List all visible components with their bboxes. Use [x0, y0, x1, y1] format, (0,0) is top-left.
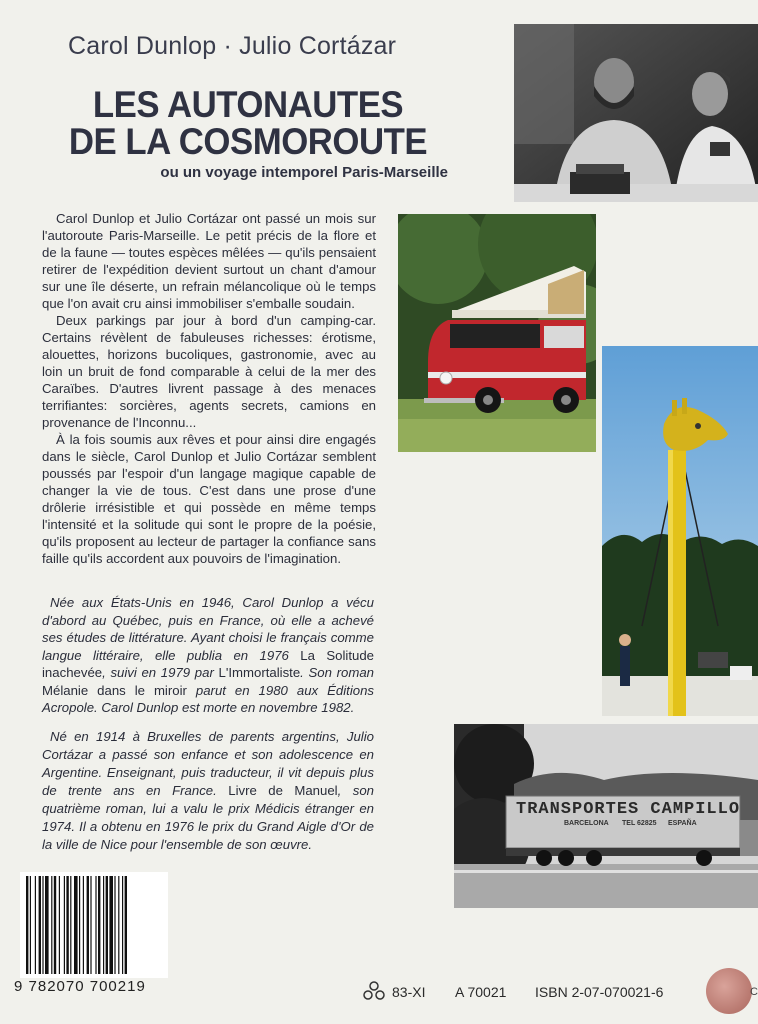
- bio-text: . Son roman: [300, 665, 374, 680]
- truck-company-name: TRANSPORTES CAMPILLO: [516, 800, 741, 819]
- barcode-bar: [74, 876, 78, 974]
- barcode-bar: [70, 876, 71, 974]
- book-subtitle: ou un voyage intemporel Paris-Marseille: [160, 164, 448, 181]
- summary-paragraph-3: À la fois soumis aux rêves et pour ainsi dire engagés dans le siècle, Carol Dunlop et Julio Cortázar semblent poussés par l'espoir d'un langage magique capable de changer la vie de tous. C'est dans une prose d'une drôlerie irrésistible et qui possède en même temps l'intensité et la solitude qui sont le propre de la poésie, qu'ils proposent au lecteur de partager la confiance sans faille qu'ils accordent aux pouvoirs de l'imagination.: [42, 432, 376, 566]
- photo-authors-image: [514, 24, 758, 202]
- barcode-bar: [118, 876, 119, 974]
- isbn-number: ISBN 2-07-070021-6: [535, 984, 664, 1000]
- barcode-bar: [95, 876, 96, 974]
- summary-paragraph-1: Carol Dunlop et Julio Cortázar ont passé un mois sur l'autoroute Paris-Marseille. Le petit précis de la flore et de la faune — toutes espèces mêlées — qu'ils pensaient retirer de l'expédition devient surtout un chant d'amour sur une île déserte, un refrain mélancolique où le temps que l'on avait cru ainsi immobiliser s'emballe soudain.: [42, 211, 376, 311]
- book-title-line-2: DE LA COSMOROUTE: [68, 121, 428, 162]
- truck-country: ESPAÑA: [668, 820, 697, 827]
- price-seal: [706, 968, 752, 1014]
- book-title-line-1: LES AUTONAUTES: [92, 84, 404, 125]
- book-reference: Livre de Manuel: [228, 783, 338, 798]
- barcode-bar: [98, 876, 100, 974]
- bio-text: parut en 1980 aux Éditions Acropole. Carol Dunlop est morte en novembre 1982.: [42, 682, 375, 715]
- barcode-bar: [54, 876, 56, 974]
- bio-text: , suivi en 1979 par: [102, 665, 219, 680]
- barcode-bar: [35, 876, 36, 974]
- barcode-bar: [90, 876, 91, 974]
- truck-phone: TEL 62825: [622, 820, 657, 827]
- bio-carol-dunlop: [42, 594, 374, 717]
- summary-text: [42, 210, 376, 567]
- barcode-bar: [106, 876, 108, 974]
- bio-text: Né en 1914 à Bruxelles de parents argentins, Julio Cortázar a passé son enfance et son adolescence en Argentine. Enseignant, puis traducteur, il vit depuis plus de trente ans en France.: [42, 729, 374, 798]
- barcode-bar: [42, 876, 43, 974]
- book-reference: L'Immortaliste: [218, 665, 301, 680]
- barcode-number: 9 782070 700219: [14, 978, 146, 995]
- barcode-bar: [83, 876, 84, 974]
- book-reference: La Solitude inachevée: [42, 647, 374, 680]
- barcode-bars: [20, 872, 168, 978]
- seal-letter: C: [750, 986, 758, 998]
- barcode-bar: [59, 876, 60, 974]
- barcode-bar: [103, 876, 104, 974]
- barcode-bar: [109, 876, 113, 974]
- photo-giraffe-sign-image: [602, 346, 758, 716]
- barcode-bar: [79, 876, 80, 974]
- photo-giraffe-sign: [602, 346, 758, 716]
- barcode-bar: [114, 876, 115, 974]
- barcode-bar: [30, 876, 31, 974]
- bio-text: , son quatrième roman, lui a valu le prix Médicis étranger en 1974. Il a obtenu en 1976 le prix du Grand Aigle d'Or de la ville de Nice pour l'ensemble de son œuvre.: [42, 783, 374, 852]
- photo-camper-van: [398, 214, 596, 452]
- barcode-bar: [39, 876, 41, 974]
- barcode-bar: [45, 876, 49, 974]
- authors-line: Carol Dunlop · Julio Cortázar: [68, 32, 397, 60]
- barcode-bar: [64, 876, 65, 974]
- book-reference: Mélanie dans le miroir: [42, 682, 187, 698]
- publisher-logo-icon: [362, 980, 386, 1007]
- truck-city: BARCELONA: [564, 820, 609, 827]
- barcode-bar: [66, 876, 68, 974]
- bio-julio-cortazar: [42, 728, 374, 854]
- summary-paragraph-2: Deux parkings par jour à bord d'un camping-car. Certains révèlent de fabuleuses richesses: érotisme, alouettes, horizons bucoliques, gastronomie, avec au loin un bruit de fond comparable à celui de la mer des Caraïbes. D'autres livrent passage à des menaces terrifiantes: sorcières, agents secrets, camions en provenance de l'Inconnu...: [42, 313, 376, 430]
- barcode: [20, 872, 168, 978]
- barcode-bar: [87, 876, 89, 974]
- photo-truck: [454, 724, 758, 908]
- barcode-bar: [125, 876, 127, 974]
- barcode-bar: [122, 876, 123, 974]
- footer-reference: A 70021: [455, 984, 507, 1000]
- photo-authors: [514, 24, 758, 202]
- footer-code: 83-XI: [392, 984, 426, 1000]
- book-title: [60, 86, 436, 160]
- barcode-bar: [26, 876, 28, 974]
- bio-text: Née aux États-Unis en 1946, Carol Dunlop a vécu d'abord au Québec, puis en France, où elle a achevé ses études de littérature. Ayant choisi le français comme langue littéraire, elle publia en 1976: [42, 595, 374, 663]
- photo-camper-van-image: [398, 214, 596, 452]
- barcode-bar: [51, 876, 52, 974]
